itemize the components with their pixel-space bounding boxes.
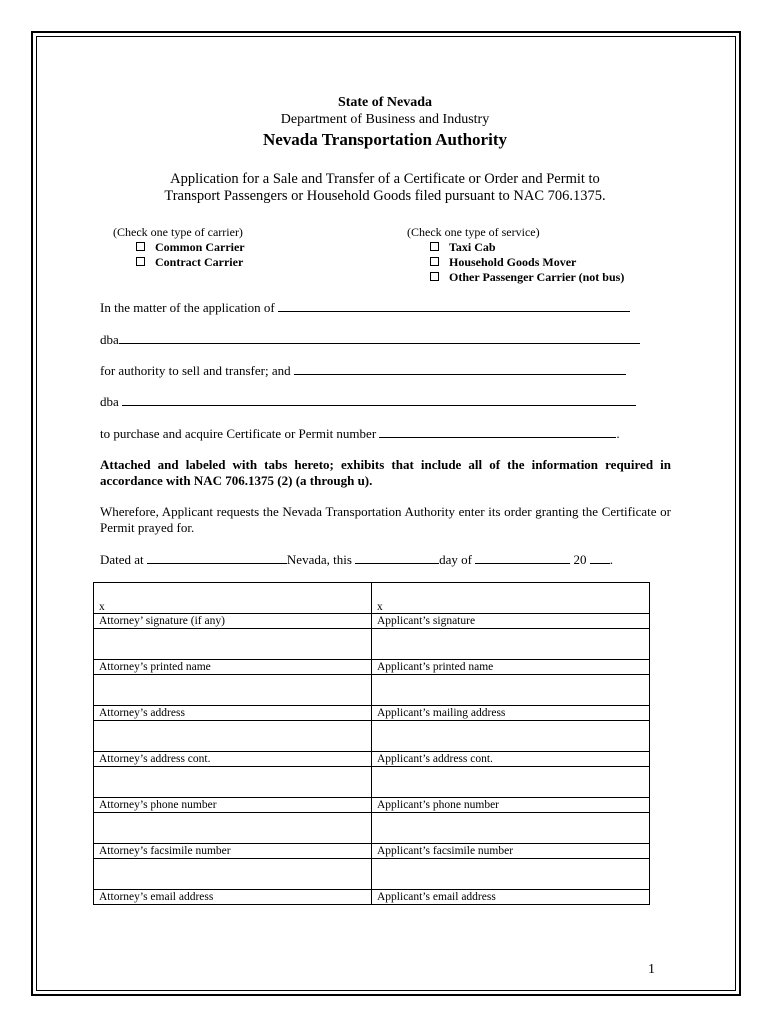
attorney-address-cont-field[interactable] [94,721,372,752]
label-cell: Attorney’s email address [94,890,372,905]
table-row [94,890,650,905]
form-title-line1: Application for a Sale and Transfer of a Certificate or Order and Permit to [170,171,600,187]
attorney-printed-name-field[interactable] [94,629,372,660]
matter-line: In the matter of the application of [100,300,630,316]
applicant-email-field[interactable] [372,859,650,890]
applicant-address-field[interactable] [372,675,650,706]
certificate-number-field[interactable] [379,426,616,438]
attorney-phone-field[interactable] [94,767,372,798]
label-cell: Attorney’ signature (if any) [94,614,372,629]
dated-year-field[interactable] [590,552,610,564]
form-title-line2: Transport Passengers or Household Goods filed pursuant to NAC 706.1375. [164,188,606,204]
dated-month-field[interactable] [475,552,570,564]
applicant-phone-field[interactable] [372,767,650,798]
dba-line-2: dba [100,394,636,410]
table-row [94,721,650,752]
carrier-heading: (Check one type of carrier) [113,225,243,239]
sell-line: for authority to sell and transfer; and [100,363,626,379]
checkbox-icon[interactable] [430,272,439,281]
signature-table [93,582,650,905]
table-row [94,614,650,629]
service-option-household[interactable]: Household Goods Mover [430,255,576,270]
attorney-email-field[interactable] [94,859,372,890]
label-cell: Attorney’s address [94,706,372,721]
label-cell: Applicant’s email address [372,890,650,905]
seller-name-field[interactable] [294,363,626,375]
checkbox-icon[interactable] [136,257,145,266]
label-cell: Applicant’s signature [372,614,650,629]
label-cell: Applicant’s phone number [372,798,650,813]
table-row [94,752,650,767]
service-option-other[interactable]: Other Passenger Carrier (not bus) [430,270,624,285]
table-row [94,583,650,614]
dated-day-field[interactable] [355,552,439,564]
table-row [94,813,650,844]
dated-line: Dated at Nevada, this day of 20 . [100,552,614,567]
attorney-address-field[interactable] [94,675,372,706]
applicant-fax-field[interactable] [372,813,650,844]
authority-title: Nevada Transportation Authority [262,130,507,149]
carrier-option-contract[interactable]: Contract Carrier [136,255,243,270]
attorney-signature-field[interactable]: x [94,583,372,614]
dba-field-1[interactable] [119,332,640,344]
applicant-name-field[interactable] [278,300,630,312]
department-heading: Department of Business and Industry [280,112,490,127]
label-cell: Applicant’s mailing address [372,706,650,721]
attorney-fax-field[interactable] [94,813,372,844]
service-heading: (Check one type of service) [407,225,540,239]
applicant-signature-field[interactable]: x [372,583,650,614]
checkbox-icon[interactable] [430,257,439,266]
service-option-taxi[interactable]: Taxi Cab [430,240,496,255]
dba-line-1: dba [100,332,640,348]
table-row [94,844,650,859]
label-cell: Attorney’s address cont. [94,752,372,767]
dba-field-2[interactable] [122,394,636,406]
table-row [94,675,650,706]
label-cell: Applicant’s address cont. [372,752,650,767]
label-cell: Applicant’s facsimile number [372,844,650,859]
label-cell: Attorney’s facsimile number [94,844,372,859]
wherefore-paragraph: Wherefore, Applicant requests the Nevada Transportation Authority enter its order granting the Certificate or Permit prayed for. [100,504,671,535]
checkbox-icon[interactable] [430,242,439,251]
dated-city-field[interactable] [147,552,287,564]
purchase-line: to purchase and acquire Certificate or Permit number . [100,426,620,441]
table-row [94,767,650,798]
table-row [94,706,650,721]
table-row [94,660,650,675]
applicant-address-cont-field[interactable] [372,721,650,752]
attached-paragraph: Attached and labeled with tabs hereto; exhibits that include all of the information required in accordance with NAC 706.1375 (2) (a through u). [100,457,671,488]
table-row [94,629,650,660]
label-cell: Attorney’s printed name [94,660,372,675]
page-number: 1 [648,962,655,977]
label-cell: Attorney’s phone number [94,798,372,813]
table-row [94,798,650,813]
applicant-printed-name-field[interactable] [372,629,650,660]
state-heading: State of Nevada [337,95,433,110]
table-row [94,859,650,890]
label-cell: Applicant’s printed name [372,660,650,675]
checkbox-icon[interactable] [136,242,145,251]
carrier-option-common[interactable]: Common Carrier [136,240,245,255]
